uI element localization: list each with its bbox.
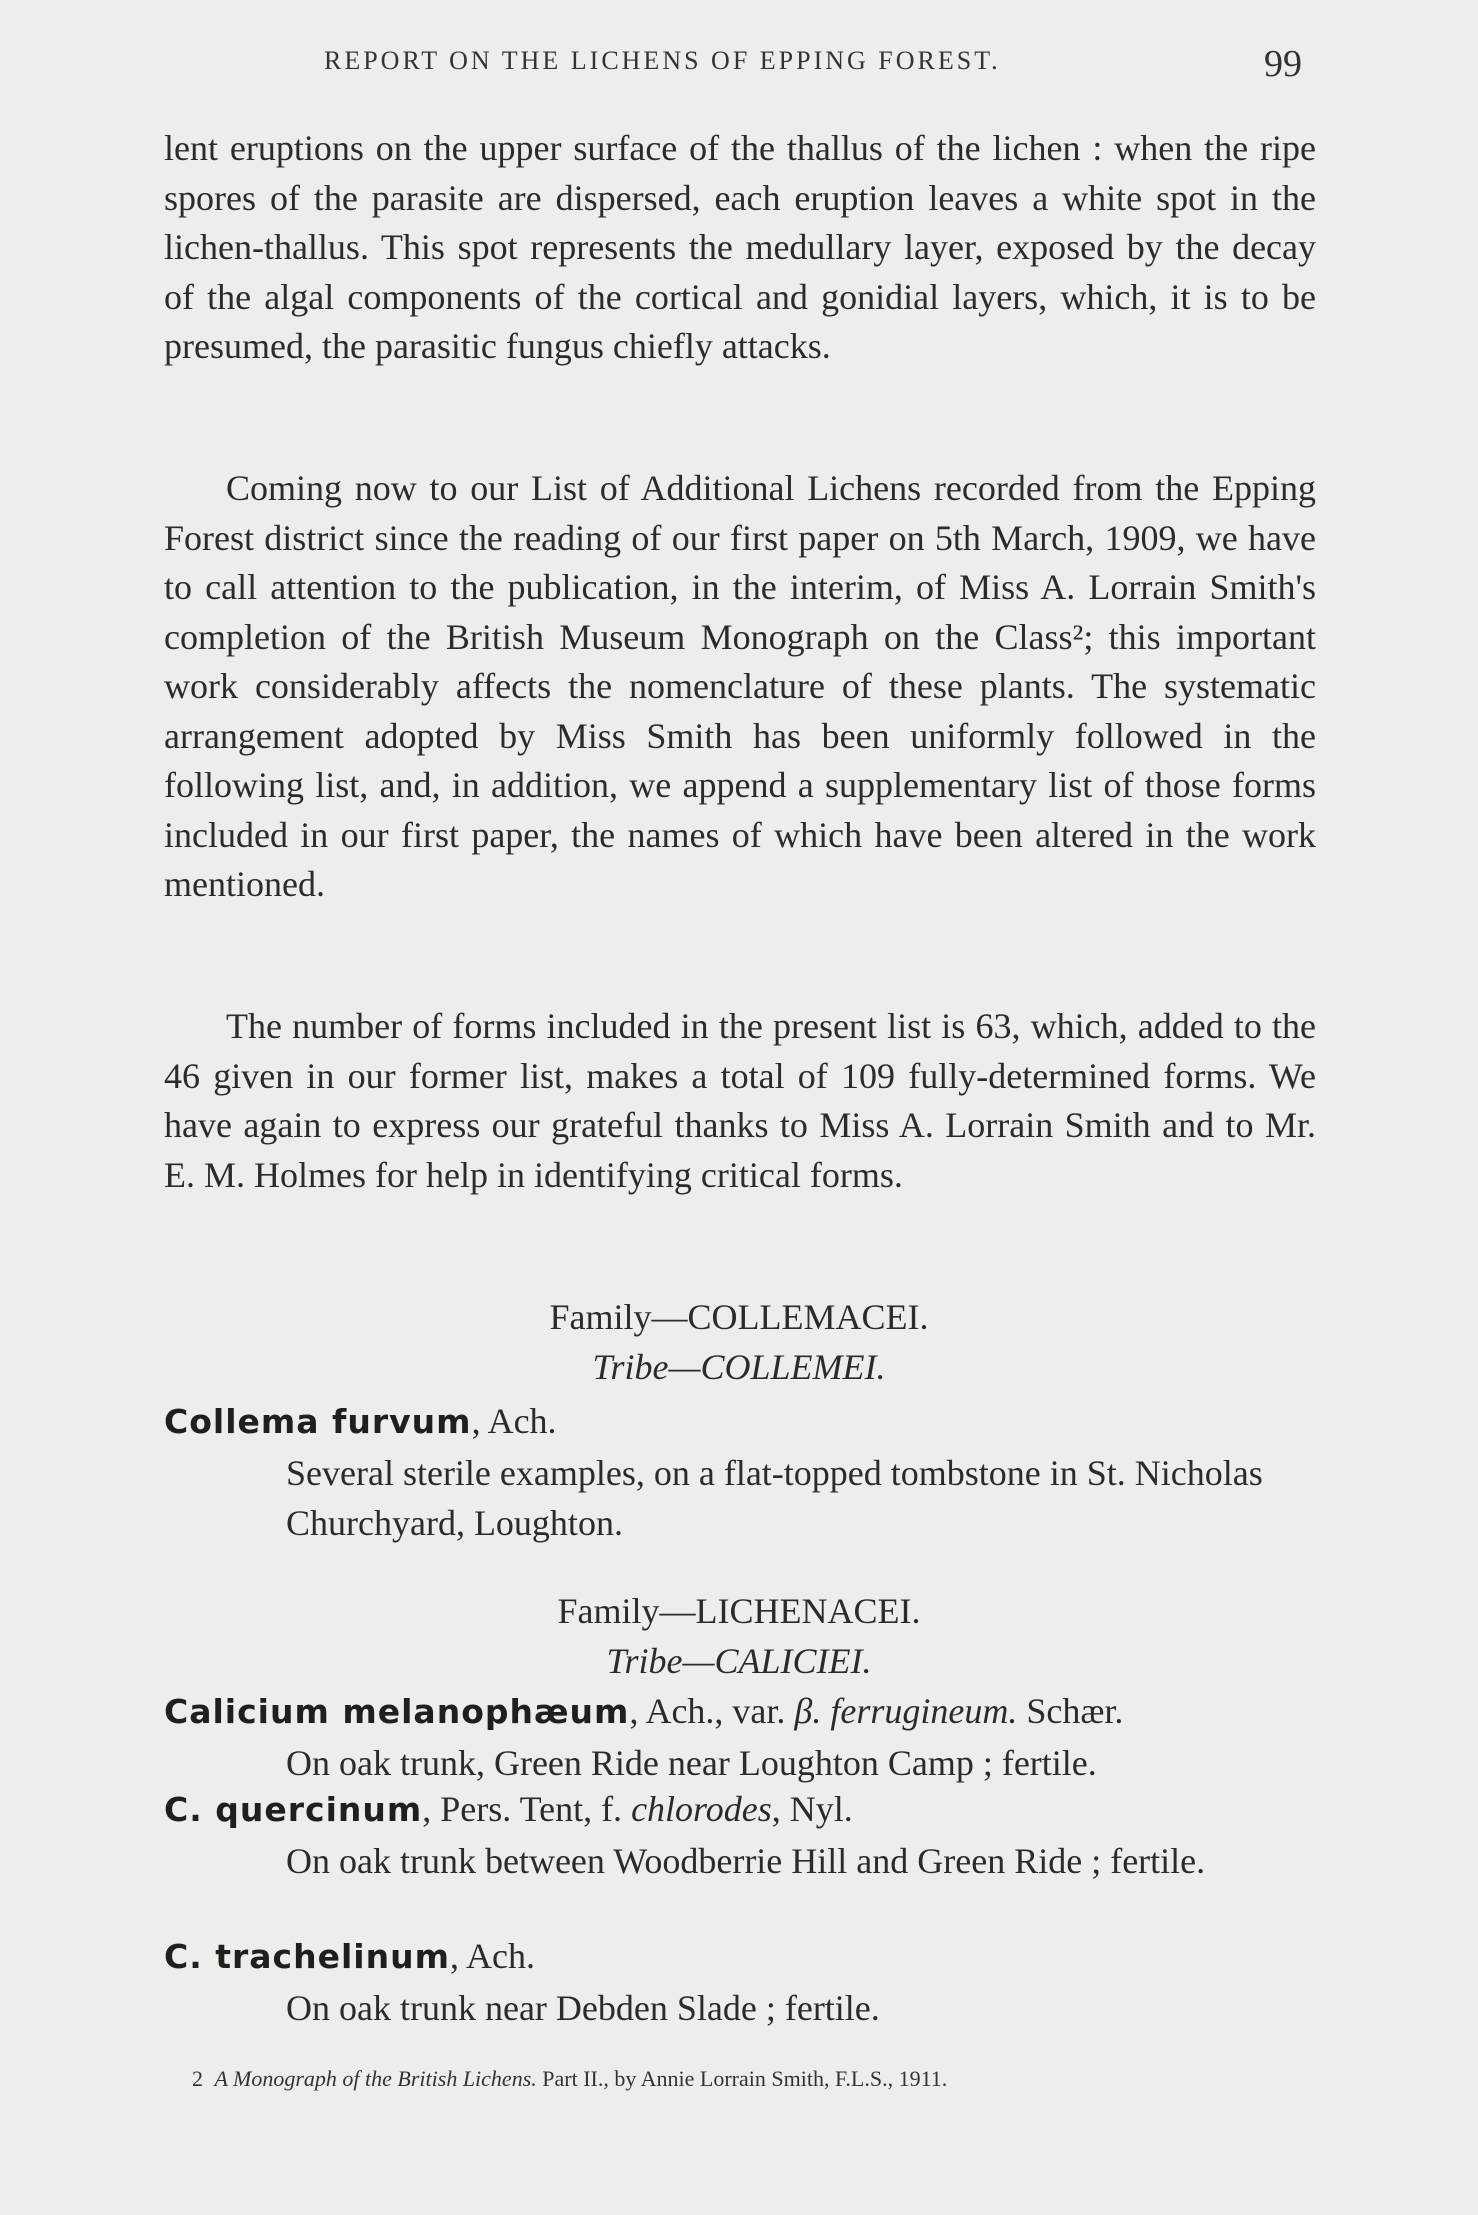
family-heading-lichenacei: Family—LICHENACEI. (557, 1591, 921, 1631)
species-description: On oak trunk near Debden Slade ; fertile. (286, 1988, 880, 2028)
form-authority: , Nyl. (771, 1789, 853, 1829)
tribe-heading-caliciei: Tribe—CALICIEI. (606, 1641, 872, 1681)
species-entry-collema-furvum (164, 1400, 557, 1442)
footnote (192, 2066, 947, 2092)
paragraph-1: lent eruptions on the upper surface of the thallus of the lichen : when the ripe spores of the parasite are dispersed, each eruption leaves a white spot in the lichen-thallus. This spot represents the medullary layer, exposed by the decay of the algal components of the cortical and gonidial layers, which, it is to be presumed, the parasitic fungus chiefly attacks. (164, 128, 1316, 366)
form-name: chlorodes (631, 1789, 772, 1829)
species-name: C. trachelinum (164, 1937, 450, 1976)
species-authority: , Pers. Tent, f. (422, 1789, 623, 1829)
page-number: 99 (1264, 43, 1302, 85)
species-authority: , Ach. (471, 1401, 557, 1441)
species-name: C. quercinum (164, 1790, 423, 1829)
species-description: Several sterile examples, on a flat-topped tombstone in St. Nicholas Churchyard, Loughton. (286, 1453, 1263, 1543)
paragraph-2: Coming now to our List of Additional Lichens recorded from the Epping Forest district since the reading of our first paper on 5th March, 1909, we have to call attention to the publication, in the interim, of Miss A. Lorrain Smith's completion of the British Museum Monograph on the Class²; this important work considerably affects the nomenclature of these plants. The systematic arrangement adopted by Miss Smith has been uniformly followed in the following list, and, in addition, we append a supplementary list of those forms included in our first paper, the names of which have been altered in the work mentioned. (164, 468, 1316, 904)
species-name: Calicium melanophæum (164, 1692, 630, 1731)
tribe-heading-collemei: Tribe—COLLEMEI. (592, 1347, 886, 1387)
species-name: Collema furvum (164, 1402, 472, 1441)
footnote-text: Part II., by Annie Lorrain Smith, F.L.S., 1911. (542, 2066, 948, 2091)
species-description: On oak trunk, Green Ride near Loughton Camp ; fertile. (286, 1743, 1097, 1783)
running-head-title: REPORT ON THE LICHENS OF EPPING FOREST. (324, 46, 1001, 75)
running-head (0, 43, 1478, 86)
variety-authority: Schær. (1026, 1691, 1124, 1731)
species-description: On oak trunk between Woodberrie Hill and Green Ride ; fertile. (286, 1841, 1206, 1881)
family-heading-collemacei: Family—COLLEMACEI. (549, 1297, 929, 1337)
species-authority: , Ach., var. (629, 1691, 786, 1731)
species-entry-c-quercinum (164, 1788, 853, 1830)
species-entry-calicium-melanophaeum (164, 1690, 1123, 1732)
variety-name: β. ferrugineum. (794, 1691, 1018, 1731)
paragraph-3: The number of forms included in the present list is 63, which, added to the 46 given in our former list, makes a total of 109 fully-determined forms. We have again to express our grateful thanks to Miss A. Lorrain Smith and to Mr. E. M. Holmes for help in identifying critical forms. (164, 1006, 1316, 1195)
footnote-title: A Monograph of the British Lichens. (214, 2066, 537, 2091)
species-authority: , Ach. (450, 1936, 535, 1976)
species-entry-c-trachelinum (164, 1935, 535, 1977)
footnote-number: 2 (192, 2066, 203, 2091)
